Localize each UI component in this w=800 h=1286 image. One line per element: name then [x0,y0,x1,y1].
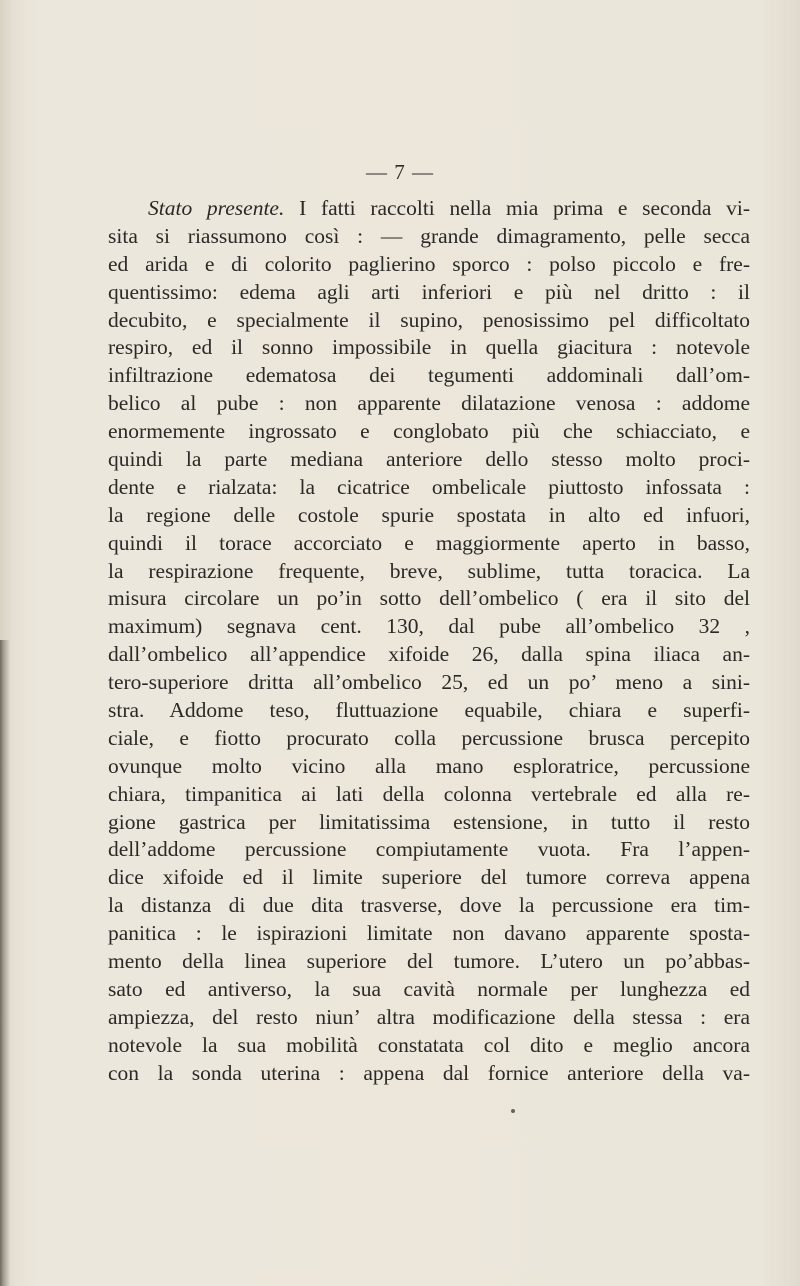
body-text [108,195,750,1088]
text-line: quindi la parte mediana anteriore dello stesso molto proci- [108,447,750,472]
text-line: dall’ombelico all’appendice xifoide 26, dalla spina iliaca an- [108,642,750,667]
text-line: notevole la sua mobilità constatata col dito e meglio ancora [108,1032,750,1057]
text-line: ed arida e di colorito paglierino sporco : polso piccolo e fre- [108,251,750,276]
text-line: dice xifoide ed il limite superiore del tumore correva appena [108,865,750,890]
text-line: con la sonda uterina : appena dal fornice anteriore della va- [108,1060,750,1085]
text-line: misura circolare un po’in sotto dell’ombelico ( era il sito del [108,586,750,611]
text-line: quentissimo: edema agli arti inferiori e più nel dritto : il [108,279,750,304]
text-line: mento della linea superiore del tumore. L’utero un po’abbas- [108,949,750,974]
binding-gutter-shadow [0,640,10,1286]
text-line: maximum) segnava cent. 130, dal pube all’ombelico 32 , [108,614,750,639]
text-line: chiara, timpanitica ai lati della colonna vertebrale ed alla re- [108,781,750,806]
text-line: quindi il torace accorciato e maggiormente aperto in basso, [108,530,750,555]
text-line: ampiezza, del resto niun’ altra modificazione della stessa : era [108,1004,750,1029]
text-line: ciale, e fiotto procurato colla percussione brusca percepito [108,725,750,750]
section-lead: Stato presente. [148,196,285,220]
text-line: panitica : le ispirazioni limitate non davano apparente sposta- [108,921,750,946]
text-line: sato ed antiverso, la sua cavità normale per lunghezza ed [108,976,750,1001]
text-line: dell’addome percussione compiutamente vuota. Fra l’appen- [108,837,750,862]
text-line: tero-superiore dritta all’ombelico 25, ed un po’ meno a sini- [108,670,750,695]
text-line: stra. Addome teso, fluttuazione equabile, chiara e superfi- [108,698,750,723]
page-number: — 7 — [366,160,434,184]
text-line: decubito, e specialmente il supino, penosissimo pel difficoltato [108,307,750,332]
text-line: dente e rialzata: la cicatrice ombelicale piuttosto infossata : [108,474,750,499]
text-line: infiltrazione edematosa dei tegumenti addominali dall’om- [108,363,750,388]
text-line: sita si riassumono così : — grande dimagramento, pelle secca [108,223,750,248]
text-line: ovunque molto vicino alla mano esploratrice, percussione [108,753,750,778]
ink-speck [511,1109,515,1113]
text-line: enormemente ingrossato e conglobato più che schiacciato, e [108,419,750,444]
text-line: la distanza di due dita trasverse, dove la percussione era tim- [108,893,750,918]
text-line: respiro, ed il sonno impossibile in quella giacitura : notevole [108,335,750,360]
text-line: la respirazione frequente, breve, sublime, tutta toracica. La [108,558,750,583]
text-line: belico al pube : non apparente dilatazione venosa : addome [108,391,750,416]
text-line: la regione delle costole spurie spostata in alto ed infuori, [108,502,750,527]
text-line: gione gastrica per limitatissima estensione, in tutto il resto [108,809,750,834]
text-line: Stato presente. I fatti raccolti nella mia prima e seconda vi- [148,196,750,220]
